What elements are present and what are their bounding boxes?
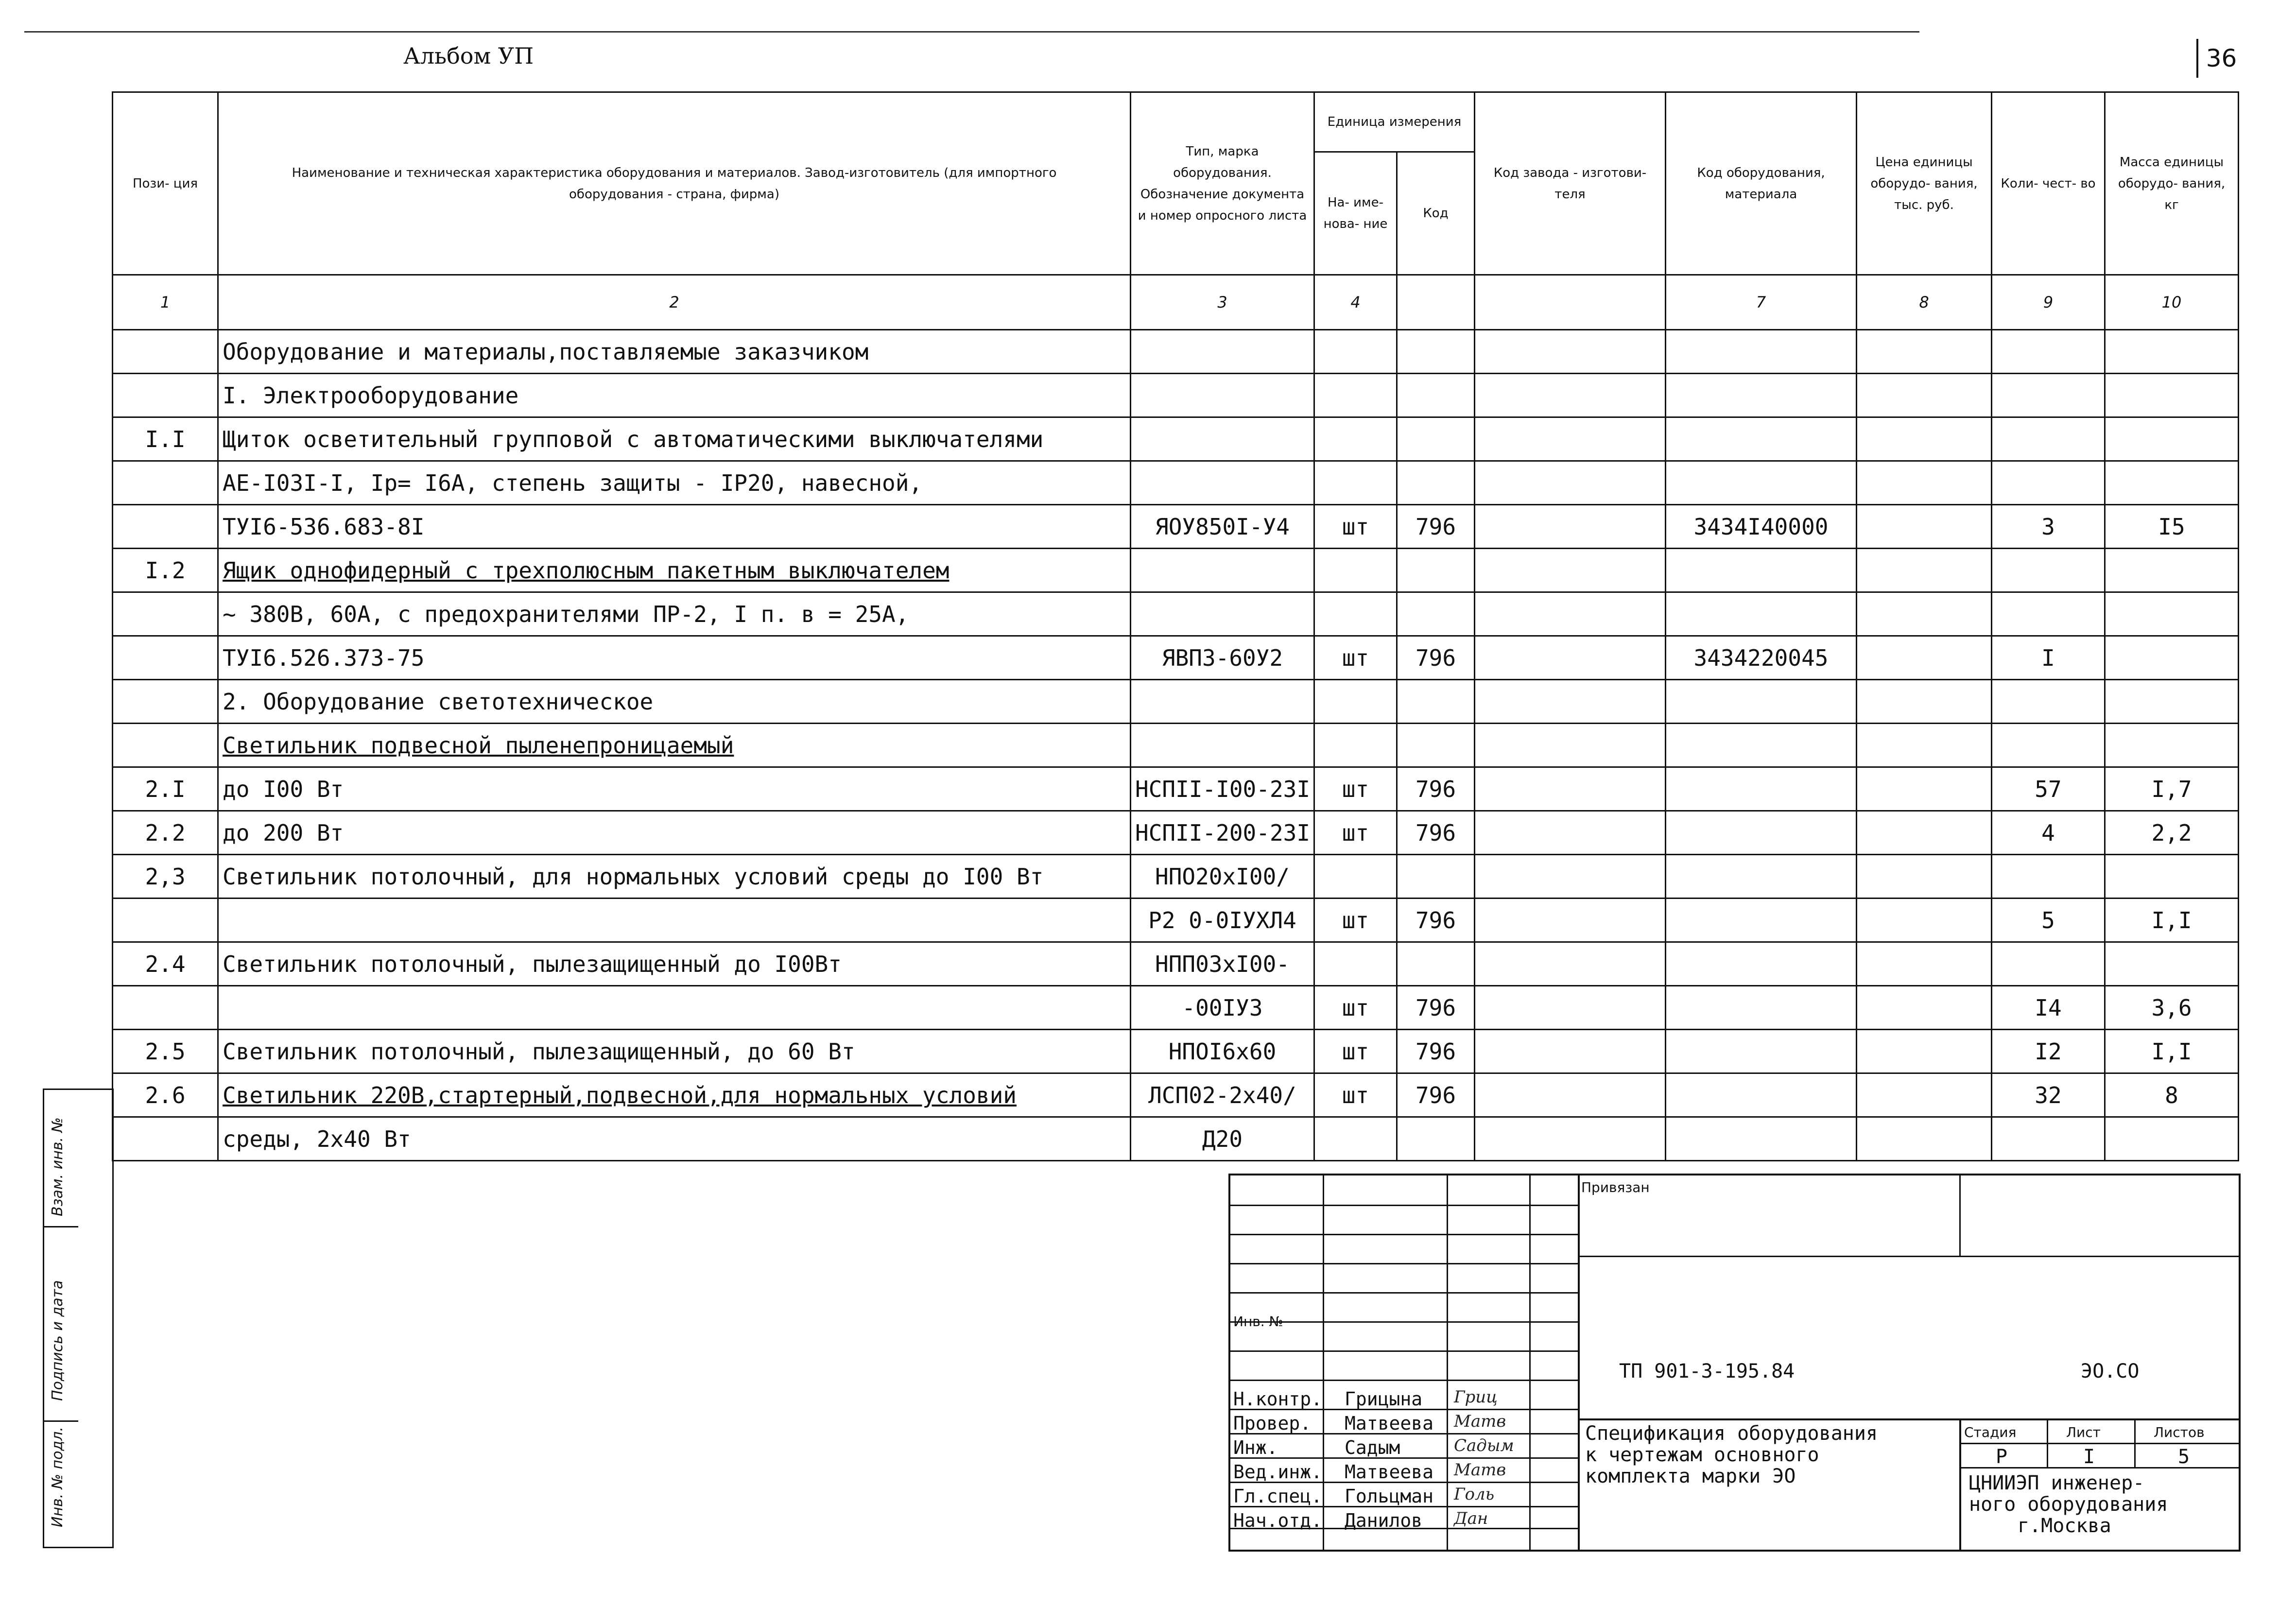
row-maker-code (1475, 855, 1666, 899)
org-line-2: ного оборудования (1969, 1493, 2168, 1516)
row-position: 2.6 (113, 1073, 218, 1117)
row-unit-code (1397, 417, 1475, 461)
margin-inv-repl: Взам. инв. № (49, 1117, 66, 1216)
row-mass (2105, 724, 2239, 767)
row-mass (2105, 417, 2239, 461)
row-type (1131, 417, 1314, 461)
header-unit-group: Единица измерения (1314, 92, 1475, 152)
row-mass (2105, 330, 2239, 374)
signer-name: Матвеева (1345, 1413, 1434, 1434)
row-position (113, 680, 218, 724)
row-mass (2105, 374, 2239, 417)
row-type (1131, 330, 1314, 374)
row-maker-code (1475, 461, 1666, 505)
header-unit-code: Код (1397, 152, 1475, 275)
row-unit-code (1397, 330, 1475, 374)
row-type: НПО20хI00/ (1131, 855, 1314, 899)
row-maker-code (1475, 680, 1666, 724)
row-mass (2105, 1117, 2239, 1161)
signer-role: Вед.инж. (1233, 1461, 1323, 1483)
row-maker-code (1475, 374, 1666, 417)
row-unit-name: шт (1314, 767, 1397, 811)
row-type: НСПII-200-23I (1131, 811, 1314, 855)
signer-role: Н.контр. (1233, 1388, 1323, 1410)
row-maker-code (1475, 767, 1666, 811)
row-position (113, 986, 218, 1030)
row-price (1857, 461, 1992, 505)
row-name (218, 986, 1131, 1030)
signer-name: Садым (1345, 1437, 1400, 1458)
row-unit-name: шт (1314, 986, 1397, 1030)
top-rule (24, 31, 1919, 33)
row-name: Щиток осветительный групповой с автоматическими выключателями (218, 417, 1131, 461)
row-maker-code (1475, 811, 1666, 855)
row-unit-name (1314, 330, 1397, 374)
signer-role: Гл.спец. (1233, 1486, 1323, 1507)
table-row (113, 942, 2239, 986)
signature: Голь (1454, 1485, 1495, 1504)
colnum (1397, 275, 1475, 330)
row-position: 2.4 (113, 942, 218, 986)
row-unit-code: 796 (1397, 1073, 1475, 1117)
row-equipment-code (1666, 899, 1857, 942)
row-price (1857, 1117, 1992, 1161)
stage-label: Стадия (1964, 1424, 2017, 1440)
signer-role: Нач.отд. (1233, 1510, 1323, 1531)
row-equipment-code (1666, 374, 1857, 417)
table-row (113, 986, 2239, 1030)
row-name: Светильник потолочный, пылезащищенный, до 60 Вт (218, 1030, 1131, 1073)
header-price: Цена единицы оборудо- вания, тыс. руб. (1857, 92, 1992, 275)
row-mass (2105, 942, 2239, 986)
doc-title-line-1: Спецификация оборудования (1585, 1422, 1878, 1445)
row-maker-code (1475, 330, 1666, 374)
row-position (113, 636, 218, 680)
row-unit-code (1397, 549, 1475, 592)
row-quantity (1992, 680, 2105, 724)
row-maker-code (1475, 549, 1666, 592)
row-quantity (1992, 461, 2105, 505)
table-row (113, 724, 2239, 767)
row-type: ЛСП02-2х40/ (1131, 1073, 1314, 1117)
row-type: НПОI6х60 (1131, 1030, 1314, 1073)
org-line-3: г.Москва (2018, 1515, 2111, 1537)
row-position: 2.I (113, 767, 218, 811)
row-position (113, 330, 218, 374)
row-quantity (1992, 942, 2105, 986)
row-maker-code (1475, 417, 1666, 461)
row-unit-code (1397, 724, 1475, 767)
signer-name: Матвеева (1345, 1461, 1434, 1483)
row-mass (2105, 680, 2239, 724)
signature: Садым (1454, 1436, 1514, 1455)
row-maker-code (1475, 986, 1666, 1030)
row-price (1857, 417, 1992, 461)
row-position: 2.2 (113, 811, 218, 855)
row-unit-name: шт (1314, 1030, 1397, 1073)
row-unit-name (1314, 461, 1397, 505)
row-unit-name: шт (1314, 1073, 1397, 1117)
colnum: 2 (218, 275, 1131, 330)
row-unit-code (1397, 1117, 1475, 1161)
row-maker-code (1475, 1117, 1666, 1161)
row-name: I. Электрооборудование (218, 374, 1131, 417)
row-type: ЯВП3-60У2 (1131, 636, 1314, 680)
row-quantity (1992, 592, 2105, 636)
row-price (1857, 986, 1992, 1030)
margin-inv-orig: Инв. № подл. (49, 1427, 66, 1527)
row-price (1857, 549, 1992, 592)
table-row (113, 899, 2239, 942)
row-unit-name (1314, 855, 1397, 899)
header-quantity: Коли- чест- во (1992, 92, 2105, 275)
row-type (1131, 549, 1314, 592)
row-name: ТУI6-536.683-8I (218, 505, 1131, 549)
row-unit-name (1314, 374, 1397, 417)
row-maker-code (1475, 1030, 1666, 1073)
row-name: ~ 380В, 60А, с предохранителями ПР-2, I п. в = 25А, (218, 592, 1131, 636)
table-row (113, 636, 2239, 680)
doc-title-line-2: к чертежам основного (1585, 1444, 1819, 1466)
header-unit-name: На- име- нова- ние (1314, 152, 1397, 275)
row-maker-code (1475, 942, 1666, 986)
title-block (1228, 1174, 2241, 1552)
row-name: среды, 2х40 Вт (218, 1117, 1131, 1161)
header-maker-code: Код завода - изготови- теля (1475, 92, 1666, 275)
row-price (1857, 592, 1992, 636)
row-mass (2105, 592, 2239, 636)
row-name: Светильник подвесной пыленепроницаемый (218, 724, 1131, 767)
row-unit-name (1314, 942, 1397, 986)
row-quantity (1992, 724, 2105, 767)
row-price (1857, 1030, 1992, 1073)
row-quantity (1992, 417, 2105, 461)
signer-name: Грицына (1345, 1388, 1423, 1410)
row-equipment-code (1666, 461, 1857, 505)
row-unit-name (1314, 724, 1397, 767)
row-unit-code: 796 (1397, 986, 1475, 1030)
row-quantity: I2 (1992, 1030, 2105, 1073)
row-quantity (1992, 374, 2105, 417)
row-mass: I5 (2105, 505, 2239, 549)
album-title: Альбом УП (403, 43, 534, 69)
row-mass: 2,2 (2105, 811, 2239, 855)
row-quantity: I (1992, 636, 2105, 680)
row-price (1857, 855, 1992, 899)
sheet-value: I (2083, 1446, 2095, 1468)
sheet-label: Лист (2066, 1424, 2101, 1440)
row-quantity: 32 (1992, 1073, 2105, 1117)
row-unit-code (1397, 680, 1475, 724)
doc-code: ТП 901-3-195.84 (1619, 1360, 1795, 1382)
privyazan-label: Привязан (1581, 1179, 1650, 1195)
doc-title-line-3: комплекта марки ЭО (1585, 1465, 1796, 1487)
row-equipment-code (1666, 942, 1857, 986)
row-equipment-code (1666, 811, 1857, 855)
row-equipment-code (1666, 767, 1857, 811)
row-equipment-code (1666, 1030, 1857, 1073)
signature: Дан (1454, 1509, 1488, 1528)
table-row (113, 505, 2239, 549)
row-maker-code (1475, 899, 1666, 942)
row-type (1131, 461, 1314, 505)
row-unit-code (1397, 942, 1475, 986)
row-position (113, 592, 218, 636)
row-name: Светильник 220В,стартерный,подвесной,для нормальных условий (218, 1073, 1131, 1117)
colnum: 9 (1992, 275, 2105, 330)
row-unit-code: 796 (1397, 811, 1475, 855)
row-mass: I,7 (2105, 767, 2239, 811)
row-position (113, 899, 218, 942)
row-mass: I,I (2105, 1030, 2239, 1073)
header-position: Пози- ция (113, 92, 218, 275)
row-unit-name (1314, 549, 1397, 592)
signature: Матв (1454, 1412, 1506, 1431)
row-maker-code (1475, 724, 1666, 767)
signer-name: Данилов (1345, 1510, 1423, 1531)
colnum: 7 (1666, 275, 1857, 330)
row-unit-code (1397, 374, 1475, 417)
row-quantity: I4 (1992, 986, 2105, 1030)
row-equipment-code: 3434I40000 (1666, 505, 1857, 549)
row-unit-name (1314, 680, 1397, 724)
row-position: 2,3 (113, 855, 218, 899)
header-name: Наименование и техническая характеристика оборудования и материалов. Завод-изготовитель (для импортного оборудования - страна, фирма) (218, 92, 1131, 275)
row-quantity: 5 (1992, 899, 2105, 942)
row-type (1131, 680, 1314, 724)
row-name: АЕ-I03I-I, Iр= I6А, степень защиты - IP20, навесной, (218, 461, 1131, 505)
row-price (1857, 767, 1992, 811)
row-quantity (1992, 549, 2105, 592)
row-type (1131, 592, 1314, 636)
table-row (113, 1030, 2239, 1073)
row-quantity: 57 (1992, 767, 2105, 811)
row-name: до 200 Вт (218, 811, 1131, 855)
signer-role: Инж. (1233, 1437, 1278, 1458)
row-equipment-code (1666, 724, 1857, 767)
colnum: 8 (1857, 275, 1992, 330)
row-unit-name (1314, 417, 1397, 461)
row-unit-name (1314, 592, 1397, 636)
row-type: НСПII-I00-23I (1131, 767, 1314, 811)
row-name: Ящик однофидерный с трехполюсным пакетным выключателем (218, 549, 1131, 592)
row-unit-code: 796 (1397, 767, 1475, 811)
row-position: I.2 (113, 549, 218, 592)
row-maker-code (1475, 1073, 1666, 1117)
row-name: Светильник потолочный, пылезащищенный до I00Вт (218, 942, 1131, 986)
row-position: I.I (113, 417, 218, 461)
row-quantity (1992, 1117, 2105, 1161)
row-equipment-code: 3434220045 (1666, 636, 1857, 680)
row-quantity (1992, 855, 2105, 899)
table-row (113, 680, 2239, 724)
row-unit-code: 796 (1397, 505, 1475, 549)
row-name: до I00 Вт (218, 767, 1131, 811)
row-name (218, 899, 1131, 942)
signature: Матв (1454, 1460, 1506, 1480)
specification-table (112, 91, 2239, 1161)
row-unit-code: 796 (1397, 1030, 1475, 1073)
row-price (1857, 724, 1992, 767)
row-unit-code (1397, 461, 1475, 505)
sheet-number: 36 (2196, 39, 2244, 78)
row-quantity (1992, 330, 2105, 374)
header-type: Тип, марка оборудования. Обозначение документа и номер опросного листа (1131, 92, 1314, 275)
colnum (1475, 275, 1666, 330)
row-maker-code (1475, 636, 1666, 680)
row-equipment-code (1666, 592, 1857, 636)
row-price (1857, 942, 1992, 986)
row-name: ТУI6.526.373-75 (218, 636, 1131, 680)
row-price (1857, 330, 1992, 374)
row-equipment-code (1666, 680, 1857, 724)
row-price (1857, 680, 1992, 724)
row-unit-name: шт (1314, 899, 1397, 942)
table-row (113, 811, 2239, 855)
row-unit-code: 796 (1397, 899, 1475, 942)
column-number-row (113, 275, 2239, 330)
margin-sign-date: Подпись и дата (49, 1280, 66, 1401)
row-type (1131, 374, 1314, 417)
stage-value: Р (1996, 1446, 2008, 1468)
row-mass (2105, 549, 2239, 592)
row-name: Оборудование и материалы,поставляемые заказчиком (218, 330, 1131, 374)
table-row (113, 374, 2239, 417)
row-quantity: 4 (1992, 811, 2105, 855)
row-price (1857, 811, 1992, 855)
row-unit-code: 796 (1397, 636, 1475, 680)
row-mass: I,I (2105, 899, 2239, 942)
table-row (113, 1073, 2239, 1117)
row-mass (2105, 636, 2239, 680)
table-row (113, 330, 2239, 374)
row-mass: 3,6 (2105, 986, 2239, 1030)
row-quantity: 3 (1992, 505, 2105, 549)
header-equipment-code: Код оборудования, материала (1666, 92, 1857, 275)
row-maker-code (1475, 592, 1666, 636)
row-type: ЯОУ850I-У4 (1131, 505, 1314, 549)
row-equipment-code (1666, 417, 1857, 461)
colnum: 3 (1131, 275, 1314, 330)
row-type: Р2 0-0IУХЛ4 (1131, 899, 1314, 942)
row-type: Д20 (1131, 1117, 1314, 1161)
row-price (1857, 1073, 1992, 1117)
sheets-label: Листов (2154, 1424, 2205, 1440)
row-equipment-code (1666, 1117, 1857, 1161)
row-price (1857, 505, 1992, 549)
row-equipment-code (1666, 855, 1857, 899)
row-unit-name: шт (1314, 636, 1397, 680)
row-position (113, 505, 218, 549)
row-equipment-code (1666, 549, 1857, 592)
row-position (113, 374, 218, 417)
inv-no-label: Инв. № (1233, 1313, 1283, 1330)
row-position (113, 461, 218, 505)
table-row (113, 592, 2239, 636)
row-position (113, 724, 218, 767)
row-type: НПП03хI00- (1131, 942, 1314, 986)
header-mass: Масса единицы оборудо- вания, кг (2105, 92, 2239, 275)
header-row (113, 92, 2239, 152)
row-equipment-code (1666, 986, 1857, 1030)
row-name: Светильник потолочный, для нормальных условий среды до I00 Вт (218, 855, 1131, 899)
row-equipment-code (1666, 330, 1857, 374)
row-mass: 8 (2105, 1073, 2239, 1117)
table-row (113, 417, 2239, 461)
left-margin-block (43, 1089, 114, 1548)
row-position (113, 1117, 218, 1161)
row-type (1131, 724, 1314, 767)
signature: Гриц (1454, 1387, 1498, 1407)
table-row (113, 461, 2239, 505)
row-type: -00IУ3 (1131, 986, 1314, 1030)
signer-role: Провер. (1233, 1413, 1312, 1434)
row-equipment-code (1666, 1073, 1857, 1117)
signer-name: Гольцман (1345, 1486, 1434, 1507)
table-row (113, 767, 2239, 811)
row-name: 2. Оборудование светотехническое (218, 680, 1131, 724)
row-unit-code (1397, 592, 1475, 636)
row-maker-code (1475, 505, 1666, 549)
row-price (1857, 636, 1992, 680)
row-unit-name: шт (1314, 811, 1397, 855)
org-line-1: ЦНИИЭП инженер- (1969, 1472, 2145, 1494)
doc-mark: ЭО.СО (2081, 1360, 2140, 1382)
row-price (1857, 374, 1992, 417)
sheets-value: 5 (2178, 1446, 2190, 1468)
row-unit-name: шт (1314, 505, 1397, 549)
colnum: 10 (2105, 275, 2239, 330)
row-mass (2105, 461, 2239, 505)
table-row (113, 549, 2239, 592)
row-position: 2.5 (113, 1030, 218, 1073)
colnum: 4 (1314, 275, 1397, 330)
row-price (1857, 899, 1992, 942)
row-unit-name (1314, 1117, 1397, 1161)
table-row (113, 855, 2239, 899)
row-mass (2105, 855, 2239, 899)
colnum: 1 (113, 275, 218, 330)
table-row (113, 1117, 2239, 1161)
row-unit-code (1397, 855, 1475, 899)
